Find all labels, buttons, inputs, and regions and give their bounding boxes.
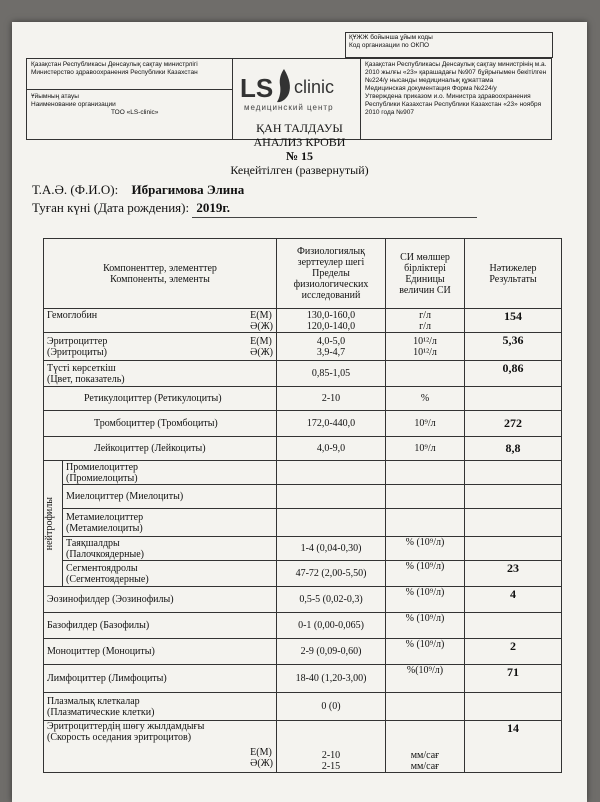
doc-line-6: Республики Казахстан Республики Казахстан «23» ноября: [365, 101, 542, 108]
neutrophils-group-cell: [44, 461, 63, 587]
table-row: [44, 587, 562, 613]
org-value: ТОО «LS-clinic»: [111, 109, 159, 116]
header-components: Компоненттер, элементтер Компоненты, элементы: [44, 239, 277, 309]
ci-result: 0,86: [465, 361, 562, 387]
table-row: [44, 411, 562, 437]
seg-name-kz: Сегментоядролы: [66, 562, 138, 574]
ci-unit: [386, 361, 465, 387]
esr-unit-m: мм/сағ: [410, 750, 440, 761]
mono-unit: % (10⁹/л): [386, 639, 465, 665]
patient-dob-label: Туған күні (Дата рождения):: [32, 200, 190, 215]
doc-line-1: Қазақстан Республикасы Денсаулық сақтау министрінің м.а.: [365, 61, 547, 68]
plasma-name-ru: (Плазматические клетки): [47, 706, 155, 718]
left-org: [31, 93, 231, 117]
org-ru-label: Наименование организации: [31, 101, 116, 108]
band-norm: 1-4 (0,04-0,30): [277, 537, 386, 561]
table-row: [44, 309, 562, 333]
rbc-result: 5,36: [465, 333, 562, 361]
meta-result: [465, 509, 562, 537]
hgb-result: 154: [465, 309, 562, 333]
band-result: [465, 537, 562, 561]
esr-norm-f: 2-15: [321, 761, 341, 772]
ministry-ru: Министерство здравоохранения Республики Казахстан: [31, 69, 198, 76]
ci-norm: 0,85-1,05: [277, 361, 386, 387]
ls-clinic-logo: [240, 73, 350, 119]
promy-unit: [386, 461, 465, 485]
header-norms: Физиологиялық зерттеулер шегі Пределы физиологических исследований: [277, 239, 386, 309]
analysis-form-sheet: [12, 22, 587, 802]
promy-result: [465, 461, 562, 485]
seg-result: 23: [465, 561, 562, 587]
eos-unit: % (10⁹/л): [386, 587, 465, 613]
band-name-ru: (Палочкоядерные): [66, 548, 144, 560]
results-table: [43, 238, 562, 773]
table-row: [44, 509, 562, 537]
neutrophils-label: нейтрофилы: [44, 496, 55, 551]
form-title: [12, 121, 587, 177]
logo-clinic: clinic: [294, 77, 335, 97]
myelo-unit: [386, 485, 465, 509]
wbc-result: 8,8: [465, 437, 562, 461]
plt-norm: 172,0-440,0: [277, 411, 386, 437]
title-ru: АНАЛИЗ КРОВИ: [253, 135, 346, 149]
ret-name: Ретикулоциттер (Ретикулоциты): [44, 387, 277, 411]
ret-norm: 2-10: [277, 387, 386, 411]
doc-line-3: №224/у нысанды медициналық құжаттама: [365, 77, 494, 84]
ci-name-ru: (Цвет, показатель): [47, 373, 125, 385]
baso-result: [465, 613, 562, 639]
wbc-unit: 10⁹/л: [386, 437, 465, 461]
table-row: [44, 639, 562, 665]
table-row: [44, 693, 562, 721]
plasma-name-kz: Плазмалық клеткалар: [47, 695, 140, 707]
drop-icon: [276, 69, 292, 103]
baso-norm: 0-1 (0,00-0,065): [277, 613, 386, 639]
okpo-ru-label: Код организации по ОКПО: [349, 42, 430, 49]
doc-line-5: Утверждена приказом и.о. Министра здравоохранения: [365, 93, 531, 100]
hgb-norm-f: 120,0-140,0: [306, 320, 356, 332]
band-unit: % (10⁹/л): [386, 537, 465, 561]
mono-norm: 2-9 (0,09-0,60): [277, 639, 386, 665]
myelo-result: [465, 485, 562, 509]
esr-unit-f: мм/сағ: [410, 761, 440, 772]
eos-result: 4: [465, 587, 562, 613]
hgb-unit-m: г/л: [419, 309, 431, 321]
table-row: [44, 561, 562, 587]
hgb-m-label: Е(М): [250, 309, 272, 321]
org-kz-label: Ұйымның атауы: [31, 93, 79, 100]
rbc-f-label: Ә(Ж): [250, 346, 273, 358]
patient-dob-value: 2019г.: [196, 200, 231, 215]
patient-dob-row: [32, 200, 492, 216]
eos-norm: 0,5-5 (0,02-0,3): [277, 587, 386, 613]
header-results: Нәтижелер Результаты: [465, 239, 562, 309]
table-row: [44, 665, 562, 693]
esr-name-kz: Эритроциттердің шөгу жылдамдығы: [47, 721, 205, 732]
table-row: [44, 461, 562, 485]
rbc-unit-m: 10¹²/л: [413, 335, 437, 347]
meta-norm: [277, 509, 386, 537]
plt-name: Тромбоциттер (Тромбоциты): [44, 411, 277, 437]
meta-unit: [386, 509, 465, 537]
rbc-name-kz: Эритроциттер: [47, 335, 108, 347]
doc-line-7: 2010 года №907: [365, 109, 414, 116]
meta-name-ru: (Метамиелоциты): [66, 522, 143, 534]
form-number: № 15: [285, 149, 314, 163]
title-kz: ҚАН ТАЛДАУЫ: [256, 121, 343, 135]
table-header-row: [44, 239, 562, 309]
myelo-norm: [277, 485, 386, 509]
ret-unit: %: [386, 387, 465, 411]
lymph-unit: %(10⁹/л): [386, 665, 465, 693]
rbc-name-ru: (Эритроциты): [47, 346, 107, 358]
patient-name-value: Ибрагимова Элина: [131, 182, 245, 197]
table-row: [44, 333, 562, 361]
wbc-norm: 4,0-9,0: [277, 437, 386, 461]
esr-f-label: Ә(Ж): [250, 758, 273, 769]
promy-name-ru: (Промиелоциты): [66, 472, 138, 484]
table-row: [44, 361, 562, 387]
okpo-code-box: [345, 32, 553, 58]
promy-name-kz: Промиелоциттер: [66, 461, 139, 473]
okpo-kz-label: ҚҰЖЖ бойынша ұйым коды: [349, 34, 433, 41]
logo-ls: LS: [240, 73, 274, 103]
esr-m-label: Е(М): [250, 747, 272, 758]
promy-norm: [277, 461, 386, 485]
esr-name-ru: (Скорость оседания эритроцитов): [47, 732, 192, 743]
plasma-unit: [386, 693, 465, 721]
doc-line-4: Медицинская документация Форма №224/у: [365, 85, 497, 92]
rbc-m-label: Е(М): [250, 335, 272, 347]
baso-name: Базофилдер (Базофилы): [44, 613, 277, 639]
myelo-name: Миелоциттер (Миелоциты): [63, 485, 277, 509]
hgb-f-label: Ә(Ж): [250, 320, 273, 332]
baso-unit: % (10⁹/л): [386, 613, 465, 639]
plasma-result: [465, 693, 562, 721]
mono-result: 2: [465, 639, 562, 665]
logo-sub: медицинский центр: [244, 103, 334, 112]
band-name-kz: Таяқшалдры: [66, 537, 120, 549]
form-type: Кеңейтілген (развернутый): [230, 163, 369, 177]
wbc-name: Лейкоциттер (Лейкоциты): [44, 437, 277, 461]
lymph-result: 71: [465, 665, 562, 693]
hgb-name: Гемоглобин: [47, 309, 98, 321]
right-doc-info: [365, 61, 550, 117]
table-row: [44, 485, 562, 509]
hgb-norm-m: 130,0-160,0: [306, 309, 356, 321]
table-row: [44, 613, 562, 639]
eos-name: Эозинофилдер (Эозинофилы): [44, 587, 277, 613]
esr-norm-m: 2-10: [321, 750, 341, 761]
seg-name-ru: (Сегментоядерные): [66, 573, 149, 585]
lymph-name: Лимфоциттер (Лимфоциты): [44, 665, 277, 693]
lymph-norm: 18-40 (1,20-3,00): [277, 665, 386, 693]
seg-unit: % (10⁹/л): [386, 561, 465, 587]
ret-result: [465, 387, 562, 411]
hgb-unit-f: г/л: [419, 320, 431, 332]
mono-name: Моноциттер (Моноциты): [44, 639, 277, 665]
plt-unit: 10⁹/л: [386, 411, 465, 437]
table-row: [44, 721, 562, 773]
meta-name-kz: Метамиелоциттер: [66, 511, 144, 523]
left-ministry: [31, 61, 231, 77]
doc-line-2: 2010 жылғы «23» қарашадағы №907 бұйрығымен бекітілген: [365, 69, 547, 76]
rbc-norm-m: 4,0-5,0: [316, 335, 346, 347]
header-units: СИ мөлшер бірліктері Единицы величин СИ: [386, 239, 465, 309]
plasma-norm: 0 (0): [277, 693, 386, 721]
seg-norm: 47-72 (2,00-5,50): [277, 561, 386, 587]
rbc-unit-f: 10¹²/л: [413, 346, 437, 358]
rbc-norm-f: 3,9-4,7: [316, 346, 346, 358]
table-row: [44, 387, 562, 411]
patient-name-row: [32, 182, 244, 198]
esr-result: 14: [465, 721, 562, 773]
patient-name-label: Т.А.Ә. (Ф.И.О):: [32, 182, 119, 197]
plt-result: 272: [465, 411, 562, 437]
table-row: [44, 537, 562, 561]
table-row: [44, 437, 562, 461]
ci-name-kz: Түсті көрсеткіш: [47, 362, 116, 374]
ministry-kz: Қазақстан Республикасы Денсаулық сақтау министрлігі: [31, 61, 198, 68]
